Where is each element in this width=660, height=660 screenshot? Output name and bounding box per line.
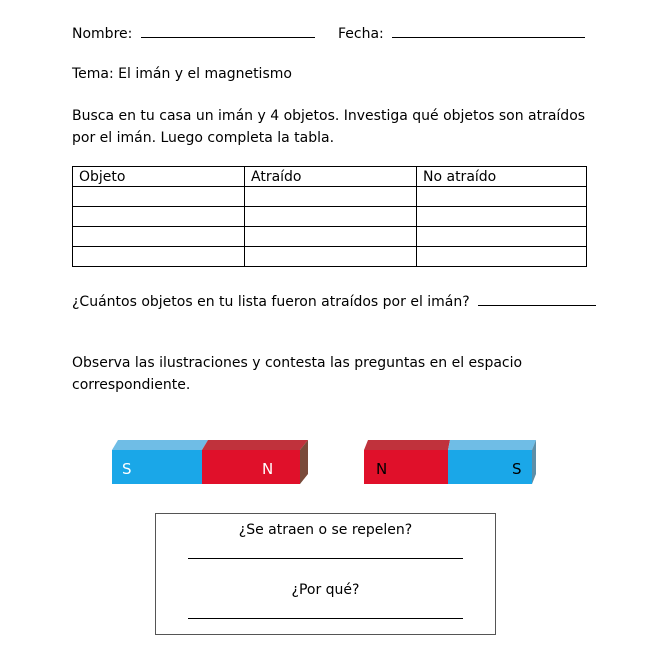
attract-repel-question: ¿Se atraen o se repelen? — [238, 522, 413, 538]
table-cell[interactable] — [417, 247, 587, 267]
magnet-right-pole-2: S — [512, 460, 522, 478]
observe-line-2: correspondiente. — [72, 377, 191, 393]
table-row — [73, 207, 587, 227]
objects-table — [72, 166, 587, 267]
topic-text: Tema: El imán y el magnetismo — [72, 66, 292, 82]
count-question-text: ¿Cuántos objetos en tu lista fueron atraídos por el imán? — [72, 294, 470, 310]
magnet-left-blue-top — [112, 440, 208, 450]
name-label: Nombre: — [72, 26, 133, 42]
table-cell[interactable] — [73, 207, 245, 227]
date-label: Fecha: — [338, 26, 384, 42]
date-answer-line[interactable] — [392, 37, 585, 38]
magnet-right-red-top — [364, 440, 450, 450]
date-field — [338, 26, 585, 42]
table-cell[interactable] — [245, 187, 417, 207]
table-cell[interactable] — [245, 247, 417, 267]
instructions-line-1: Busca en tu casa un imán y 4 objetos. Investiga qué objetos son atraídos — [72, 108, 586, 124]
magnet-right — [362, 436, 538, 486]
magnet-right-blue-top — [448, 440, 536, 450]
magnet-left-red-top — [202, 440, 308, 450]
table-cell[interactable] — [417, 207, 587, 227]
table-header-row — [73, 167, 587, 187]
magnet-left-red-front — [202, 450, 300, 484]
header-objeto: Objeto — [73, 167, 245, 187]
table-row — [73, 187, 587, 207]
table-cell[interactable] — [73, 187, 245, 207]
count-answer-line[interactable] — [478, 305, 596, 306]
table-cell[interactable] — [73, 247, 245, 267]
why-question: ¿Por qué? — [291, 582, 360, 598]
header-no-atraido: No atraído — [417, 167, 587, 187]
table-row — [73, 227, 587, 247]
magnet-left — [110, 436, 312, 486]
observe-line-1: Observa las ilustraciones y contesta las preguntas en el espacio — [72, 355, 523, 371]
question-box — [155, 513, 496, 635]
magnet-left-pole-1: S — [122, 460, 132, 478]
name-field — [72, 26, 315, 42]
table-cell[interactable] — [73, 227, 245, 247]
name-answer-line[interactable] — [141, 37, 315, 38]
attract-repel-answer-line[interactable] — [188, 558, 463, 559]
instructions-line-2: por el imán. Luego completa la tabla. — [72, 130, 335, 146]
observe-instructions — [72, 352, 592, 396]
table-cell[interactable] — [245, 207, 417, 227]
table-cell[interactable] — [245, 227, 417, 247]
table-row — [73, 247, 587, 267]
magnet-left-pole-2: N — [262, 460, 274, 478]
count-question — [72, 294, 596, 310]
header-atraido: Atraído — [245, 167, 417, 187]
instructions — [72, 105, 592, 149]
magnet-right-pole-1: N — [376, 460, 388, 478]
table-cell[interactable] — [417, 227, 587, 247]
why-answer-line[interactable] — [188, 618, 463, 619]
table-cell[interactable] — [417, 187, 587, 207]
